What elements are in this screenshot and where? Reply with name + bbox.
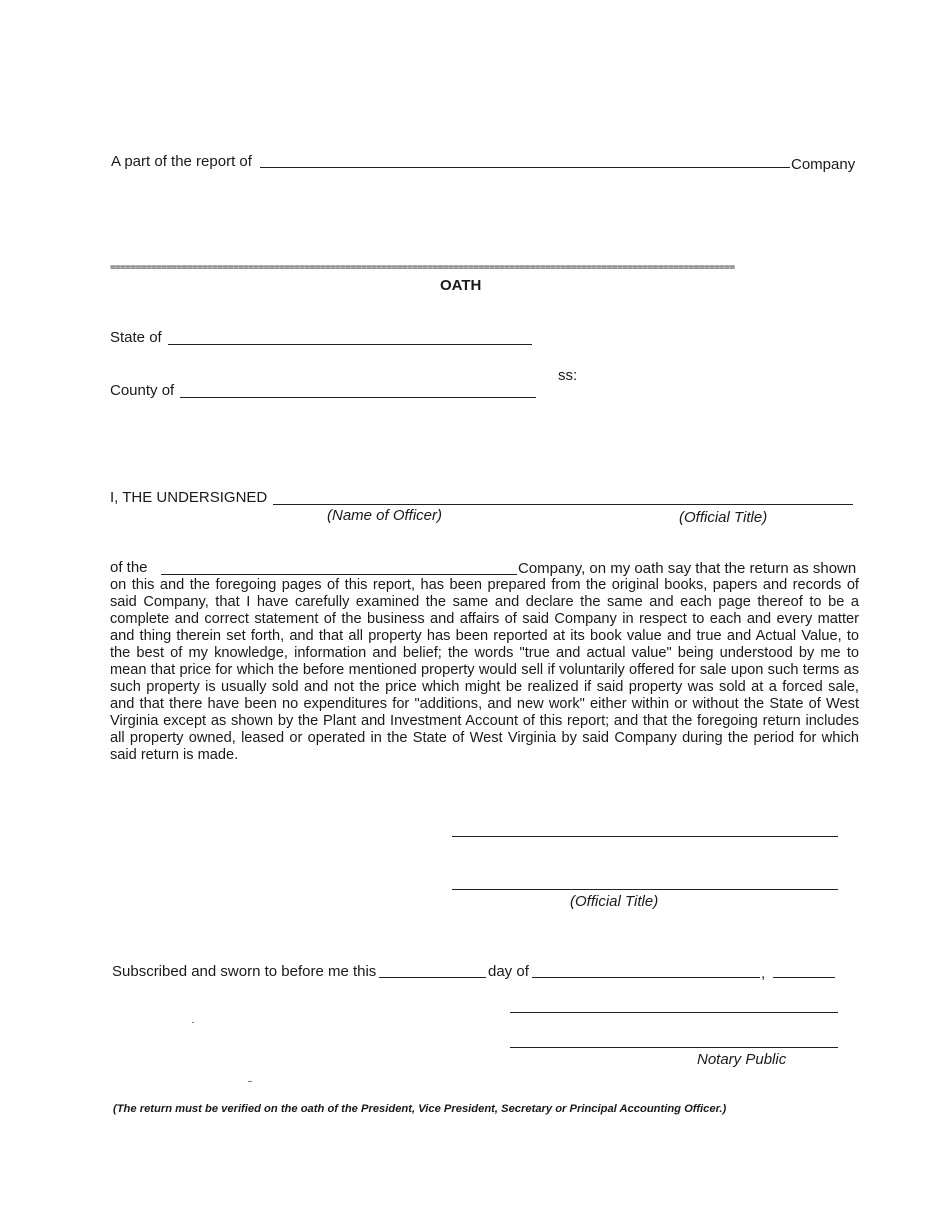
signature-line[interactable] bbox=[452, 836, 838, 837]
report-of-label: A part of the report of bbox=[111, 153, 252, 170]
sworn-month-field[interactable] bbox=[532, 977, 760, 978]
of-the-label: of the bbox=[110, 559, 148, 576]
scan-speck bbox=[248, 1081, 252, 1082]
signature-title-caption: (Official Title) bbox=[570, 893, 659, 910]
scan-speck bbox=[192, 1022, 194, 1023]
oath-heading: OATH bbox=[440, 277, 482, 294]
day-of-label: day of bbox=[488, 963, 529, 980]
oath-company-tail: Company, on my oath say that the return as shown bbox=[518, 560, 857, 577]
sworn-year-field[interactable] bbox=[773, 977, 835, 978]
state-field[interactable] bbox=[168, 344, 532, 345]
company-suffix-label: Company bbox=[791, 156, 856, 173]
separator-line: ========================================================================================================================== bbox=[110, 262, 735, 273]
company-name-field[interactable] bbox=[260, 167, 790, 168]
ss-label: ss: bbox=[558, 367, 578, 384]
officer-name-title-field[interactable] bbox=[273, 504, 853, 505]
name-of-officer-caption: (Name of Officer) bbox=[327, 507, 443, 524]
footnote: (The return must be verified on the oath of the President, Vice President, Secretary or Principal Accounting Officer.) bbox=[113, 1103, 727, 1115]
notary-seal-line[interactable] bbox=[510, 1047, 838, 1048]
undersigned-label: I, THE UNDERSIGNED bbox=[110, 489, 268, 506]
sworn-comma: , bbox=[761, 965, 766, 982]
state-label: State of bbox=[110, 329, 162, 346]
oath-company-field[interactable] bbox=[161, 574, 517, 575]
county-field[interactable] bbox=[180, 397, 536, 398]
sworn-day-field[interactable] bbox=[379, 977, 486, 978]
notary-public-caption: Notary Public bbox=[697, 1051, 787, 1068]
oath-body-text: on this and the foregoing pages of this report, has been prepared from the original books, papers and records of said Company, that I have carefully examined the same and declare the same and each page thereof to be a complete and correct statement of the business and affairs of said Company in respect to each and every matter and thing therein set forth, and that all property has been reported at its book value and true and Actual Value, to the best of my knowledge, information and belief; the words "true and actual value" being understood by me to mean that price for which the before mentioned property would sell if voluntarily offered for sale upon such terms as such property is usually sold and not the price which might be realized if said property was sold at a forced sale, and that there have been no expenditures for "additions, and new work" either within or without the State of West Virginia except as shown by the Plant and Investment Account of this report; and that the foregoing return includes all property owned, leased or operated in the State of West Virginia by said Company during the period for which said return is made. bbox=[110, 577, 859, 763]
sworn-label: Subscribed and sworn to before me this bbox=[112, 963, 377, 980]
signature-title-line[interactable] bbox=[452, 889, 838, 890]
official-title-caption: (Official Title) bbox=[679, 509, 768, 526]
notary-signature-line[interactable] bbox=[510, 1012, 838, 1013]
county-label: County of bbox=[110, 382, 175, 399]
